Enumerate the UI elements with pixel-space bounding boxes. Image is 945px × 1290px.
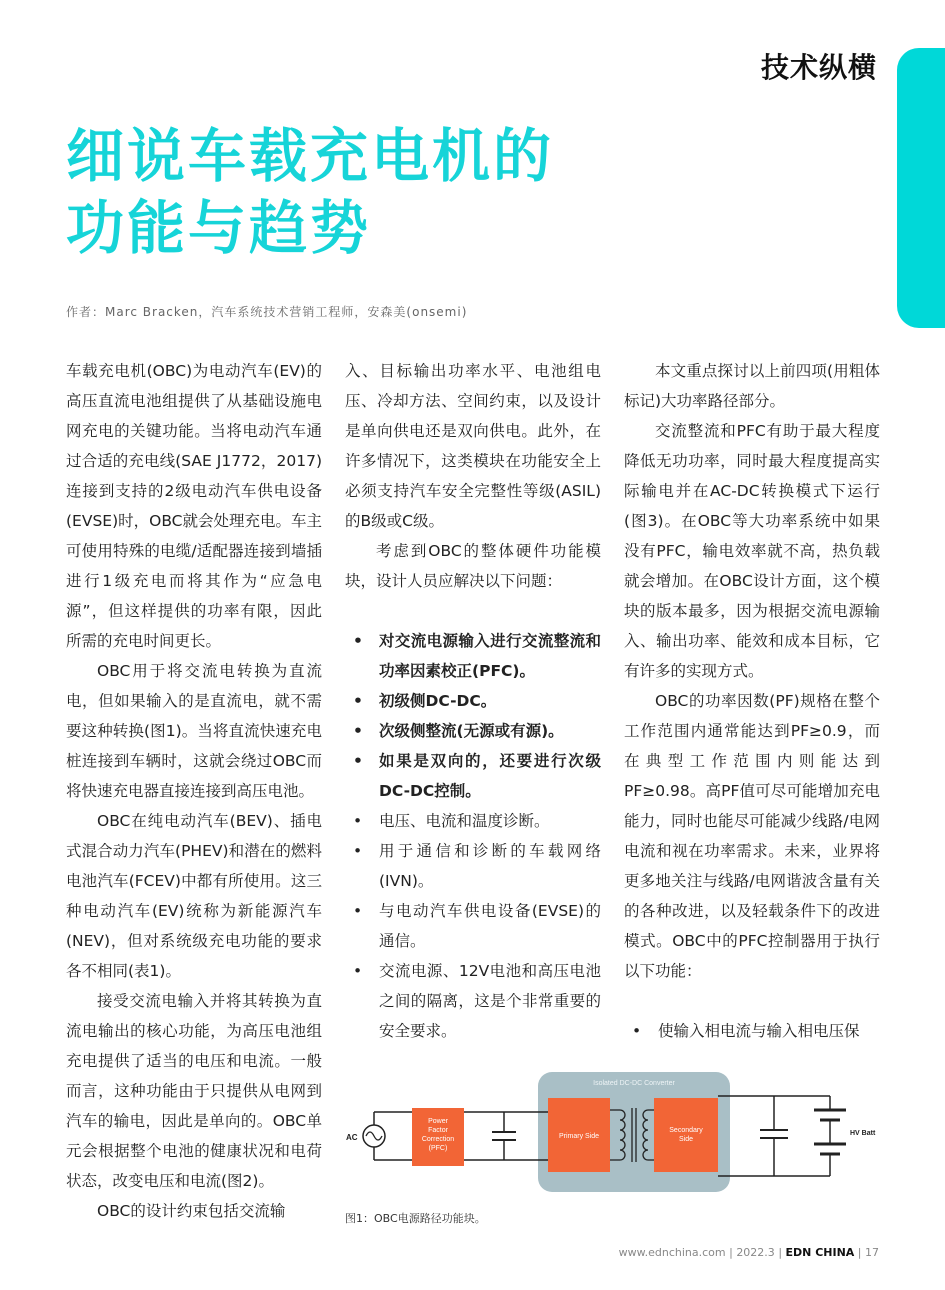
byline: 作者：Marc Bracken，汽车系统技术营销工程师，安森美(onsemi) — [66, 305, 468, 319]
ac-label: AC — [346, 1133, 358, 1142]
article-title-line-1: 细说车载充电机的 — [66, 122, 555, 190]
paragraph: 本文重点探讨以上前四项(用粗体标记)大功率路径部分。 — [624, 362, 880, 410]
hv-batt-label: HV Batt — [850, 1130, 876, 1137]
paragraph: OBC的设计约束包括交流输 — [97, 1202, 286, 1220]
footer-issue: 2022.3 — [736, 1246, 775, 1259]
svg-text:Power: Power — [428, 1118, 448, 1125]
svg-text:(PFC): (PFC) — [428, 1145, 448, 1152]
list-item: • 与电动汽车供电设备(EVSE)的通信。 — [345, 896, 601, 956]
list-item: • 如果是双向的，还要进行次级DC-DC控制。 — [345, 746, 601, 806]
secondary-side-block — [654, 1098, 718, 1172]
paragraph: 入、目标输出功率水平、电池组电压、冷却方法、空间约束，以及设计是单向供电还是双向供电。此外，在许多情况下，这类模块在功能安全上必须支持汽车安全完整性等级(ASIL)的B级或C级。 — [345, 362, 601, 530]
svg-text:Side: Side — [678, 1136, 694, 1143]
list-item: • 用于通信和诊断的车载网络(IVN)。 — [345, 836, 601, 896]
paragraph: 考虑到OBC的整体硬件功能模块，设计人员应解决以下问题： — [345, 542, 601, 590]
figure-caption: 图1：OBC电源路径功能块。 — [345, 1212, 486, 1225]
list-item: • 交流电源、12V电池和高压电池之间的隔离，这是个非常重要的安全要求。 — [345, 956, 601, 1046]
section-side-tab — [897, 48, 945, 328]
article-title — [66, 120, 554, 264]
column-1 — [66, 356, 322, 1226]
page-number: 17 — [865, 1246, 879, 1259]
pfc-function-list — [624, 1016, 880, 1046]
paragraph: OBC用于将交流电转换为直流电，但如果输入的是直流电，就不需要这种转换(图1)。当将直流快速充电桩连接到车辆时，这就会绕过OBC而将快速充电器直接连接到高压电池。 — [66, 662, 322, 800]
isolated-dcdc-label: Isolated DC-DC Converter — [593, 1080, 675, 1087]
paragraph: OBC的功率因数(PF)规格在整个工作范围内通常能达到PF≥0.9，而在典型工作范围内则能达到PF≥0.98。高PF值可尽可能增加充电能力，同时也能尽可能减少线路/电网电流和视在功率需求。未来，业界将更多地关注与线路/电网谐波含量有关的各种改进，以及轻载条件下的改进模式。OBC中的PFC控制器用于执行以下功能： — [624, 692, 880, 980]
footer-url: www.ednchina.com — [618, 1246, 726, 1259]
article-title-line-2: 功能与趋势 — [66, 194, 372, 262]
paragraph: 交流整流和PFC有助于最大程度降低无功功率，同时最大程度提高实际输电并在AC-DC转换模式下运行(图3)。在OBC等大功率系统中如果没有PFC，输电效率就不高，热负载就会增加。在OBC设计方面，这个模块的版本最多，因为根据交流电源输入、输出功率、能效和成本目标，它有许多的实现方式。 — [624, 422, 880, 680]
section-tag: 技术纵横 — [760, 51, 877, 84]
list-item: • 初级侧DC-DC。 — [345, 686, 601, 716]
column-3 — [624, 356, 880, 1046]
obc-power-path-diagram — [342, 1068, 882, 1203]
paragraph: 车载充电机(OBC)为电动汽车(EV)的高压直流电池组提供了从基础设施电网充电的关键功能。当将电动汽车通过合适的充电线(SAE J1772，2017)连接到支持的2级电动汽车供电设备(EVSE)时，OBC就会处理充电。车主可使用特殊的电缆/适配器连接到墙插进行1级充电而将其作为“应急电源”，但这样提供的功率有限，因此所需的充电时间更长。 — [66, 362, 323, 650]
requirements-list — [345, 626, 601, 1046]
svg-text:Correction: Correction — [421, 1136, 455, 1143]
paragraph: OBC在纯电动汽车(BEV)、插电式混合动力汽车(PHEV)和潜在的燃料电池汽车(FCEV)中都有所使用。这三种电动汽车(EV)统称为新能源汽车(NEV)，但对系统级充电功能的要求各不相同(表1)。 — [66, 812, 322, 980]
list-item: • 使输入相电流与输入相电压保 — [624, 1016, 880, 1046]
svg-text:Secondary: Secondary — [669, 1127, 703, 1134]
battery-icon — [814, 1096, 846, 1176]
column-2 — [345, 356, 601, 1046]
paragraph: 接受交流电输入并将其转换为直流电输出的核心功能，为高压电池组充电提供了适当的电压和电流。一般而言，这种功能由于只提供从电网到汽车的输电，因此是单向的。OBC单元会根据整个电池的健康状况和电荷状态，改变电压和电流(图2)。 — [66, 992, 322, 1190]
list-item: • 电压、电流和温度诊断。 — [345, 806, 601, 836]
svg-text:Factor: Factor — [428, 1127, 448, 1134]
list-item: • 对交流电源输入进行交流整流和功率因素校正(PFC)。 — [345, 626, 601, 686]
list-item: • 次级侧整流(无源或有源)。 — [345, 716, 601, 746]
footer-brand: EDN CHINA — [785, 1246, 855, 1259]
svg-text:Primary Side: Primary Side — [558, 1133, 600, 1140]
page-footer: www.ednchina.com | 2022.3 | EDN CHINA | 17 — [618, 1246, 879, 1259]
